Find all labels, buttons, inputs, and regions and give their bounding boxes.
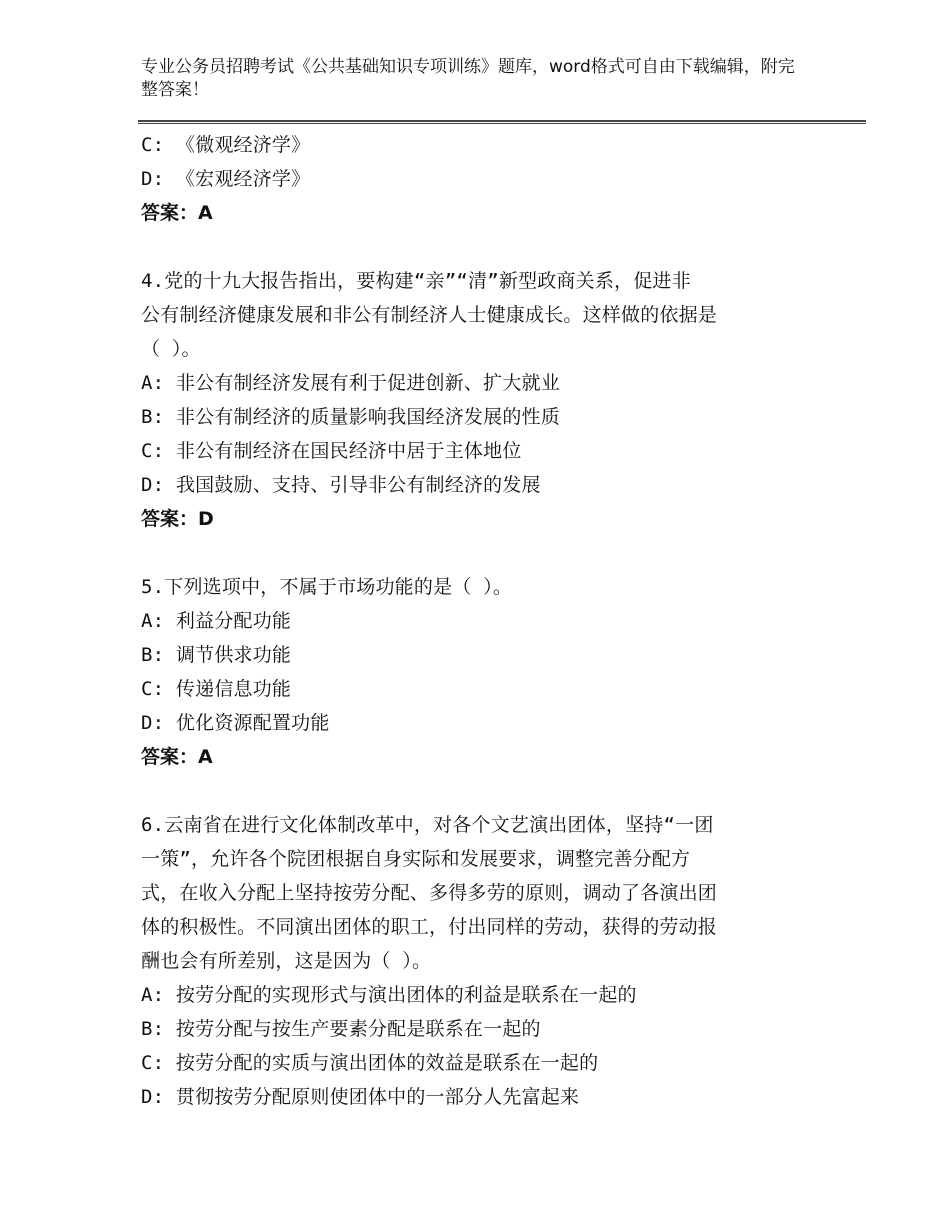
question-6-stem-line-1: 6.云南省在进行文化体制改革中，对各个文艺演出团体，坚持“一团 — [141, 814, 714, 836]
question-4-option-c: C: 非公有制经济在国民经济中居于主体地位 — [141, 440, 522, 462]
question-4-stem-line-1: 4.党的十九大报告指出，要构建“亲”“清”新型政商关系，促进非 — [141, 270, 691, 292]
question-6-option-a: A: 按劳分配的实现形式与演出团体的利益是联系在一起的 — [141, 984, 637, 1006]
question-6-stem-line-3: 式，在收入分配上坚持按劳分配、多得多劳的原则，调动了各演出团 — [141, 882, 718, 904]
question-5 — [141, 570, 801, 774]
question-5-option-d: D: 优化资源配置功能 — [141, 712, 330, 734]
question-6-stem-line-4: 体的积极性。不同演出团体的职工，付出同样的劳动，获得的劳动报 — [141, 916, 718, 938]
spacer — [141, 774, 801, 808]
question-4-option-b: B: 非公有制经济的质量影响我国经济发展的性质 — [141, 406, 560, 428]
question-4-option-a: A: 非公有制经济发展有利于促进创新、扩大就业 — [141, 372, 560, 394]
spacer — [141, 230, 801, 264]
question-4-stem-line-3: （ ）。 — [141, 338, 201, 360]
question-5-option-b: B: 调节供求功能 — [141, 644, 292, 666]
question-6-stem-line-5: 酬也会有所差别，这是因为（ ）。 — [141, 950, 432, 972]
question-4 — [141, 264, 801, 536]
question-6-option-c: C: 按劳分配的实质与演出团体的效益是联系在一起的 — [141, 1052, 599, 1074]
header-divider — [138, 120, 866, 124]
question-5-answer: 答案：A — [141, 746, 213, 768]
question-5-option-c: C: 传递信息功能 — [141, 678, 292, 700]
question-3-option-d: D: 《宏观经济学》 — [141, 168, 311, 190]
question-4-option-d: D: 我国鼓励、支持、引导非公有制经济的发展 — [141, 474, 541, 496]
question-6 — [141, 808, 801, 1114]
question-3 — [141, 128, 801, 230]
question-3-answer: 答案：A — [141, 202, 213, 224]
question-list — [141, 128, 801, 1114]
question-6-option-d: D: 贯彻按劳分配原则使团体中的一部分人先富起来 — [141, 1086, 580, 1108]
question-6-option-b: B: 按劳分配与按生产要素分配是联系在一起的 — [141, 1018, 541, 1040]
question-5-stem-line-1: 5.下列选项中，不属于市场功能的是（ ）。 — [141, 576, 513, 598]
page-header: 专业公务员招聘考试《公共基础知识专项训练》题库，word格式可自由下载编辑，附完整答案！ — [141, 57, 795, 100]
question-5-option-a: A: 利益分配功能 — [141, 610, 292, 632]
spacer — [141, 536, 801, 570]
question-3-option-c: C: 《微观经济学》 — [141, 134, 311, 156]
question-6-stem-line-2: 一策”，允许各个院团根据自身实际和发展要求，调整完善分配方 — [141, 848, 691, 870]
question-4-answer: 答案：D — [141, 508, 214, 530]
question-4-stem-line-2: 公有制经济健康发展和非公有制经济人士健康成长。这样做的依据是 — [141, 304, 718, 326]
